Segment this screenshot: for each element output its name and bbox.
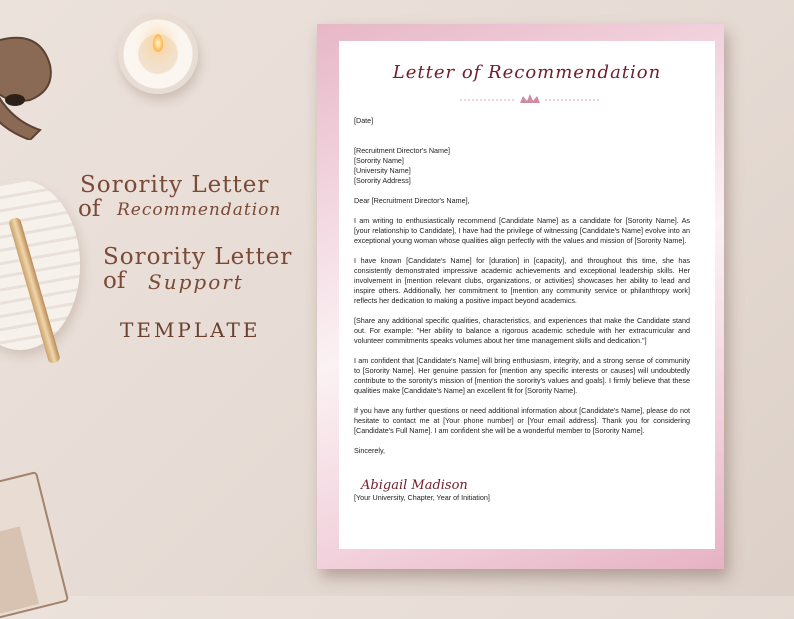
- letter-body: [354, 116, 690, 456]
- letter-paragraph: [Share any additional specific qualities, characteristics, and experiences that make the Candidate stand out. For example: "Her ability to balance a rigorous academic schedule with her extracurricular and volunteer commitments speaks volumes about her time management skills and dedication."]: [354, 316, 690, 345]
- letter-paragraph: I am writing to enthusiastically recommend [Candidate Name] as a candidate for [Sorority Name]. As [your relationship to Candidate], I have had the privilege of witnessing [Candidate's Name] evolve into an exceptional young woman whose qualities align perfectly with the values and mission of [Sorority Name].: [354, 216, 690, 245]
- promo-script-support: Support: [148, 270, 244, 294]
- promo-template-label: TEMPLATE: [120, 318, 261, 342]
- promo-of-2: of: [103, 268, 126, 294]
- promo-line-1: Sorority Letter: [80, 172, 270, 198]
- letter-paragraph: I am confident that [Candidate's Name] will bring enthusiasm, integrity, and a strong sense of community to [Sorority Name]. Her genuine passion for [mention any specific interests or causes] will undoubtedly contribute to the sorority's mission of [mention the sorority's values and goals]. I firmly believe that these qualities make [Candidate's Name] an excellent fit for [Sorority Name].: [354, 356, 690, 395]
- letter-title: Letter of Recommendation: [392, 62, 662, 83]
- title-flourish-icon: [455, 93, 605, 105]
- letter-paragraph: If you have any further questions or need additional information about [Candidate's Name], please do not hesitate to contact me at [Your phone number] or [Your email address]. Thank you for considering [Candidate's Full Name]. I am confident she will be a wonderful member to [Sorority Name].: [354, 406, 690, 435]
- letter-date: [Date]: [354, 116, 374, 125]
- promo-of-1: of: [78, 196, 101, 222]
- promo-script-recommendation: Recommendation: [117, 200, 282, 220]
- letter-paragraph: I have known [Candidate's Name] for [duration] in [capacity], and throughout this time, she has consistently demonstrated impressive academic achievements and exceptional leadership skills. Her involvement in [mention relevant clubs, organizations, or activities] showcases her ability to lead and inspire others. Additionally, her commitment to [mention any community service or philanthropy work] reflects her dedication to making a positive impact beyond academics.: [354, 256, 690, 305]
- address-line: [Sorority Name]: [354, 156, 404, 165]
- candle-decoration: [118, 14, 198, 94]
- letter-closing: Sincerely,: [354, 446, 386, 455]
- signer-line: [Your University, Chapter, Year of Initiation]: [354, 493, 490, 502]
- signature: Abigail Madison: [361, 478, 468, 493]
- candle-flame-decoration: [153, 34, 163, 52]
- address-line: [Sorority Address]: [354, 176, 411, 185]
- mushroom-dish-decoration: [0, 30, 80, 140]
- promo-line-2: Sorority Letter: [103, 244, 293, 270]
- address-line: [Recruitment Director's Name]: [354, 146, 451, 155]
- address-line: [University Name]: [354, 166, 411, 175]
- letter-greeting: Dear [Recruitment Director's Name],: [354, 196, 470, 205]
